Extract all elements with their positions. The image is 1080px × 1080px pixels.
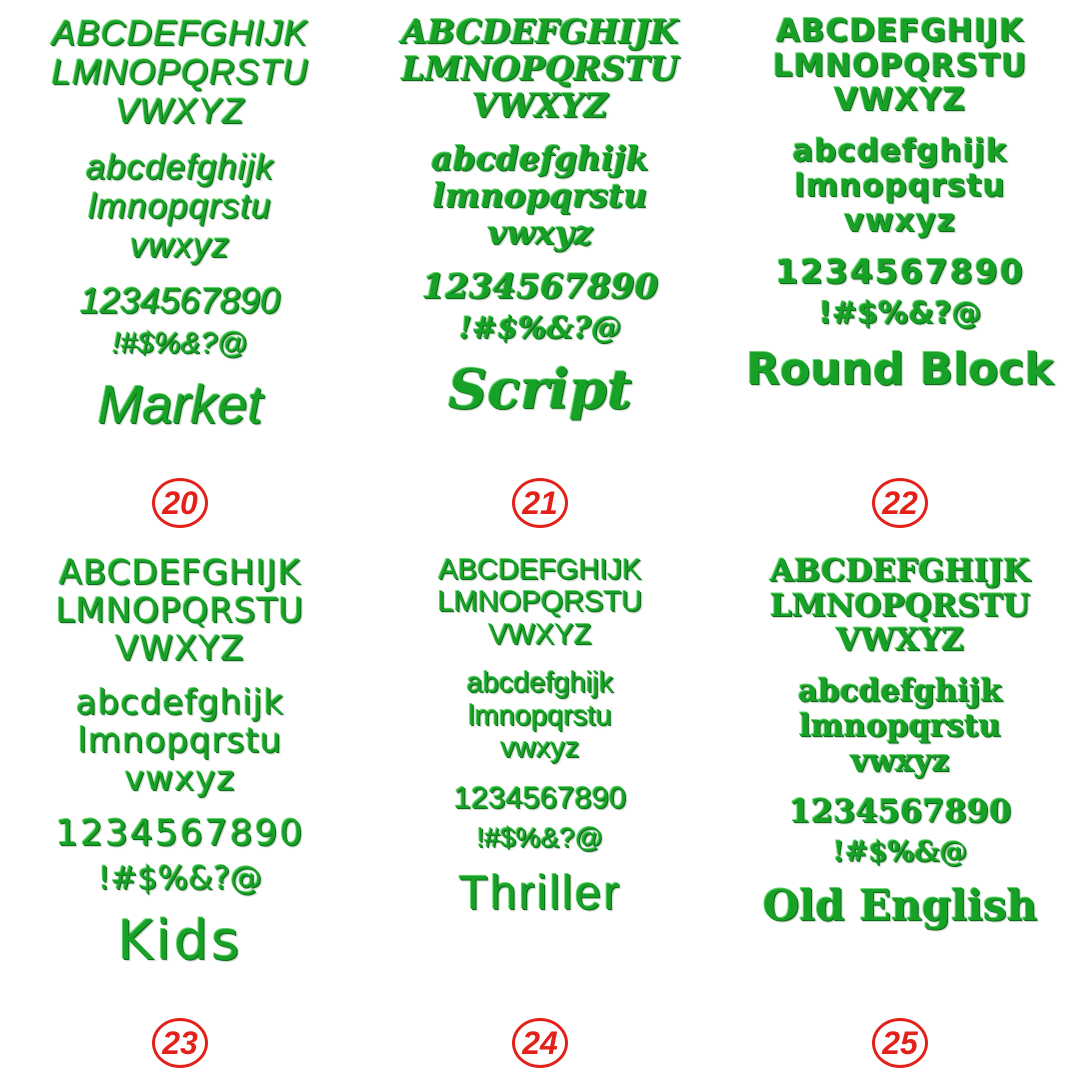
font-panel-old-english xyxy=(720,540,1080,1080)
lowercase-line-2: lmnopqrstu xyxy=(468,699,612,732)
lowercase-line-3: vwxyz xyxy=(500,732,580,765)
uppercase-line-1: ABCDEFGHIJK xyxy=(438,554,642,586)
lowercase-line-3: vwxyz xyxy=(850,742,950,779)
lowercase-line-1: abcdefghijk xyxy=(797,673,1003,710)
digits-line: 1234567890 xyxy=(453,779,627,815)
circled-number-badge: 24 xyxy=(512,1018,568,1068)
digits-line: 1234567890 xyxy=(55,813,305,855)
digits-line: 1234567890 xyxy=(775,252,1025,292)
symbols-line: !#$%&@ xyxy=(832,835,968,869)
lowercase-line-1: abcdefghijk xyxy=(431,138,649,178)
uppercase-line-3: VWXYZ xyxy=(115,92,245,132)
symbols-line: !#$%&?@ xyxy=(476,821,604,853)
lowercase-line-1: abcdefghijk xyxy=(85,147,275,187)
font-panel-round-block xyxy=(720,0,1080,540)
lowercase-line-3: vwxyz xyxy=(129,225,231,265)
lowercase-line-2: lmnopqrstu xyxy=(799,707,1001,744)
uppercase-line-2: LMNOPQRSTU xyxy=(772,47,1028,84)
uppercase-line-1: ABCDEFGHIJK xyxy=(58,553,302,593)
symbols-line: !#$%&?@ xyxy=(97,858,263,897)
font-name: Old English xyxy=(762,880,1038,930)
uppercase-line-3: VWXYZ xyxy=(115,629,245,670)
font-name: Script xyxy=(448,357,632,422)
uppercase-line-2: LMNOPQRSTU xyxy=(55,591,305,632)
font-name: Round Block xyxy=(746,343,1054,395)
uppercase-line-2: LMNOPQRSTU xyxy=(437,586,643,619)
uppercase-line-1: ABCDEFGHIJK xyxy=(776,13,1024,49)
circled-number-badge: 23 xyxy=(152,1018,208,1068)
font-panel-kids xyxy=(0,540,360,1080)
uppercase-line-3: VWXYZ xyxy=(488,618,592,651)
symbols-line: !#$%&?@ xyxy=(458,310,622,346)
lowercase-line-2: lmnopqrstu xyxy=(432,175,648,215)
font-name: Thriller xyxy=(458,866,622,920)
uppercase-line-2: LMNOPQRSTU xyxy=(769,587,1031,624)
circled-number-badge: 20 xyxy=(152,478,208,528)
uppercase-line-3: VWXYZ xyxy=(833,82,966,119)
font-panel-thriller xyxy=(360,540,720,1080)
circled-number-badge: 21 xyxy=(512,478,568,528)
font-name: Kids xyxy=(117,908,243,972)
lowercase-line-2: lmnopqrstu xyxy=(88,186,272,226)
uppercase-line-1: ABCDEFGHIJK xyxy=(770,553,1030,589)
lowercase-line-1: abcdefghijk xyxy=(75,683,285,724)
lowercase-line-2: lmnopqrstu xyxy=(77,721,283,762)
digits-line: 1234567890 xyxy=(788,792,1012,831)
lowercase-line-1: abcdefghijk xyxy=(792,133,1008,170)
font-panel-script xyxy=(360,0,720,540)
symbols-line: !#$%&?@ xyxy=(112,327,248,361)
uppercase-line-1: ABCDEFGHIJK xyxy=(51,14,309,53)
font-name: Market xyxy=(97,375,263,436)
lowercase-line-1: abcdefghijk xyxy=(466,667,614,700)
font-panel-market xyxy=(0,0,360,540)
uppercase-line-1: ABCDEFGHIJK xyxy=(401,12,679,51)
lowercase-line-3: vwxyz xyxy=(124,759,236,800)
uppercase-line-3: VWXYZ xyxy=(836,622,964,659)
digits-line: 1234567890 xyxy=(79,280,281,322)
uppercase-line-3: VWXYZ xyxy=(472,85,608,125)
uppercase-line-2: LMNOPQRSTU xyxy=(51,53,309,93)
lowercase-line-3: vwxyz xyxy=(843,202,957,239)
symbols-line: !#$%&?@ xyxy=(818,296,982,332)
digits-line: 1234567890 xyxy=(421,266,659,307)
lowercase-line-3: vwxyz xyxy=(487,212,593,252)
lowercase-line-2: lmnopqrstu xyxy=(794,167,1006,204)
circled-number-badge: 22 xyxy=(872,478,928,528)
uppercase-line-2: LMNOPQRSTU xyxy=(401,48,679,88)
circled-number-badge: 25 xyxy=(872,1018,928,1068)
